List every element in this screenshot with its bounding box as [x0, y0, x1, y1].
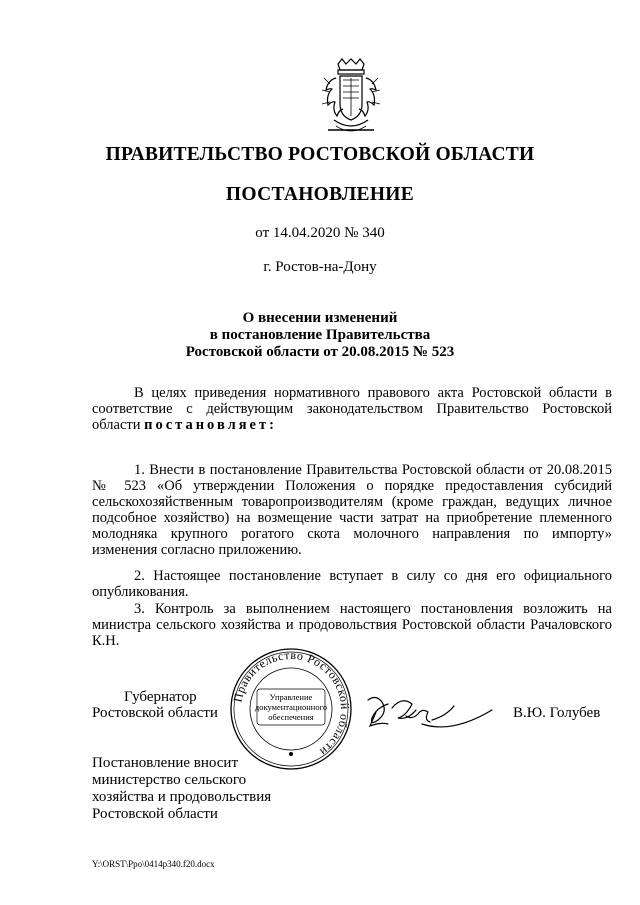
file-path-footer: Y:\ORST\Ppo\0414p340.f20.docx — [92, 859, 215, 869]
item-2-paragraph: 2. Настоящее постановление вступает в силу со дня его официального опубликования. — [92, 568, 612, 600]
submitter-line: министерство сельского — [92, 772, 247, 788]
signatory-name: В.Ю. Голубев — [513, 705, 601, 721]
handwritten-signature — [362, 690, 497, 742]
subject-line: в постановление Правительства — [209, 327, 431, 343]
document-date-number: от 14.04.2020 № 340 — [255, 225, 385, 241]
signatory-title-line: Ростовской области — [92, 705, 218, 721]
signatory-title-line: Губернатор — [124, 689, 197, 705]
svg-text:обеспечения: обеспечения — [268, 712, 314, 722]
submitter-line: Ростовской области — [92, 806, 218, 822]
item-3-paragraph: 3. Контроль за выполнением настоящего постановления возложить на министра сельского хозяйства и продовольствия Ростовской области Рачаловского К.Н. — [92, 601, 612, 649]
preamble-paragraph — [92, 385, 612, 433]
svg-text:документационного: документационного — [254, 702, 328, 712]
document-type: ПОСТАНОВЛЕНИЕ — [225, 184, 415, 205]
government-heading: ПРАВИТЕЛЬСТВО РОСТОВСКОЙ ОБЛАСТИ — [105, 144, 535, 165]
preamble-text: В целях приведения нормативного правового акта Ростовской области в соответствие с действующим законодательством Правительство Ростовской области — [92, 385, 612, 433]
submitter-block — [92, 755, 271, 823]
signatory-title — [92, 689, 218, 721]
document-city: г. Ростов-на-Дону — [263, 259, 377, 275]
coat-of-arms-emblem — [316, 58, 386, 138]
resolve-word: постановляет: — [144, 417, 277, 433]
submitter-line: хозяйства и продовольствия — [92, 789, 272, 805]
document-subject — [0, 310, 640, 361]
submitter-line: Постановление вносит — [92, 755, 239, 771]
subject-line: О внесении изменений — [242, 310, 398, 326]
subject-line: Ростовской области от 20.08.2015 № 523 — [185, 344, 455, 360]
svg-text:Управление: Управление — [269, 692, 313, 702]
item-1-paragraph: 1. Внести в постановление Правительства Ростовской области от 20.08.2015 № 523 «Об утверждении Положения о порядке предоставления субсидий сельскохозяйственным товаропроизводителям (кроме граждан, ведущих личное подсобное хозяйство) на возмещение части затрат на приобретение племенного молодняка крупного рогатого скота молочного направления по импорту» изменения согласно приложению. — [92, 462, 612, 558]
svg-text:Правительство Ростовской облас: Правительство Ростовской области — [230, 647, 353, 760]
official-seal-stamp — [228, 646, 354, 772]
